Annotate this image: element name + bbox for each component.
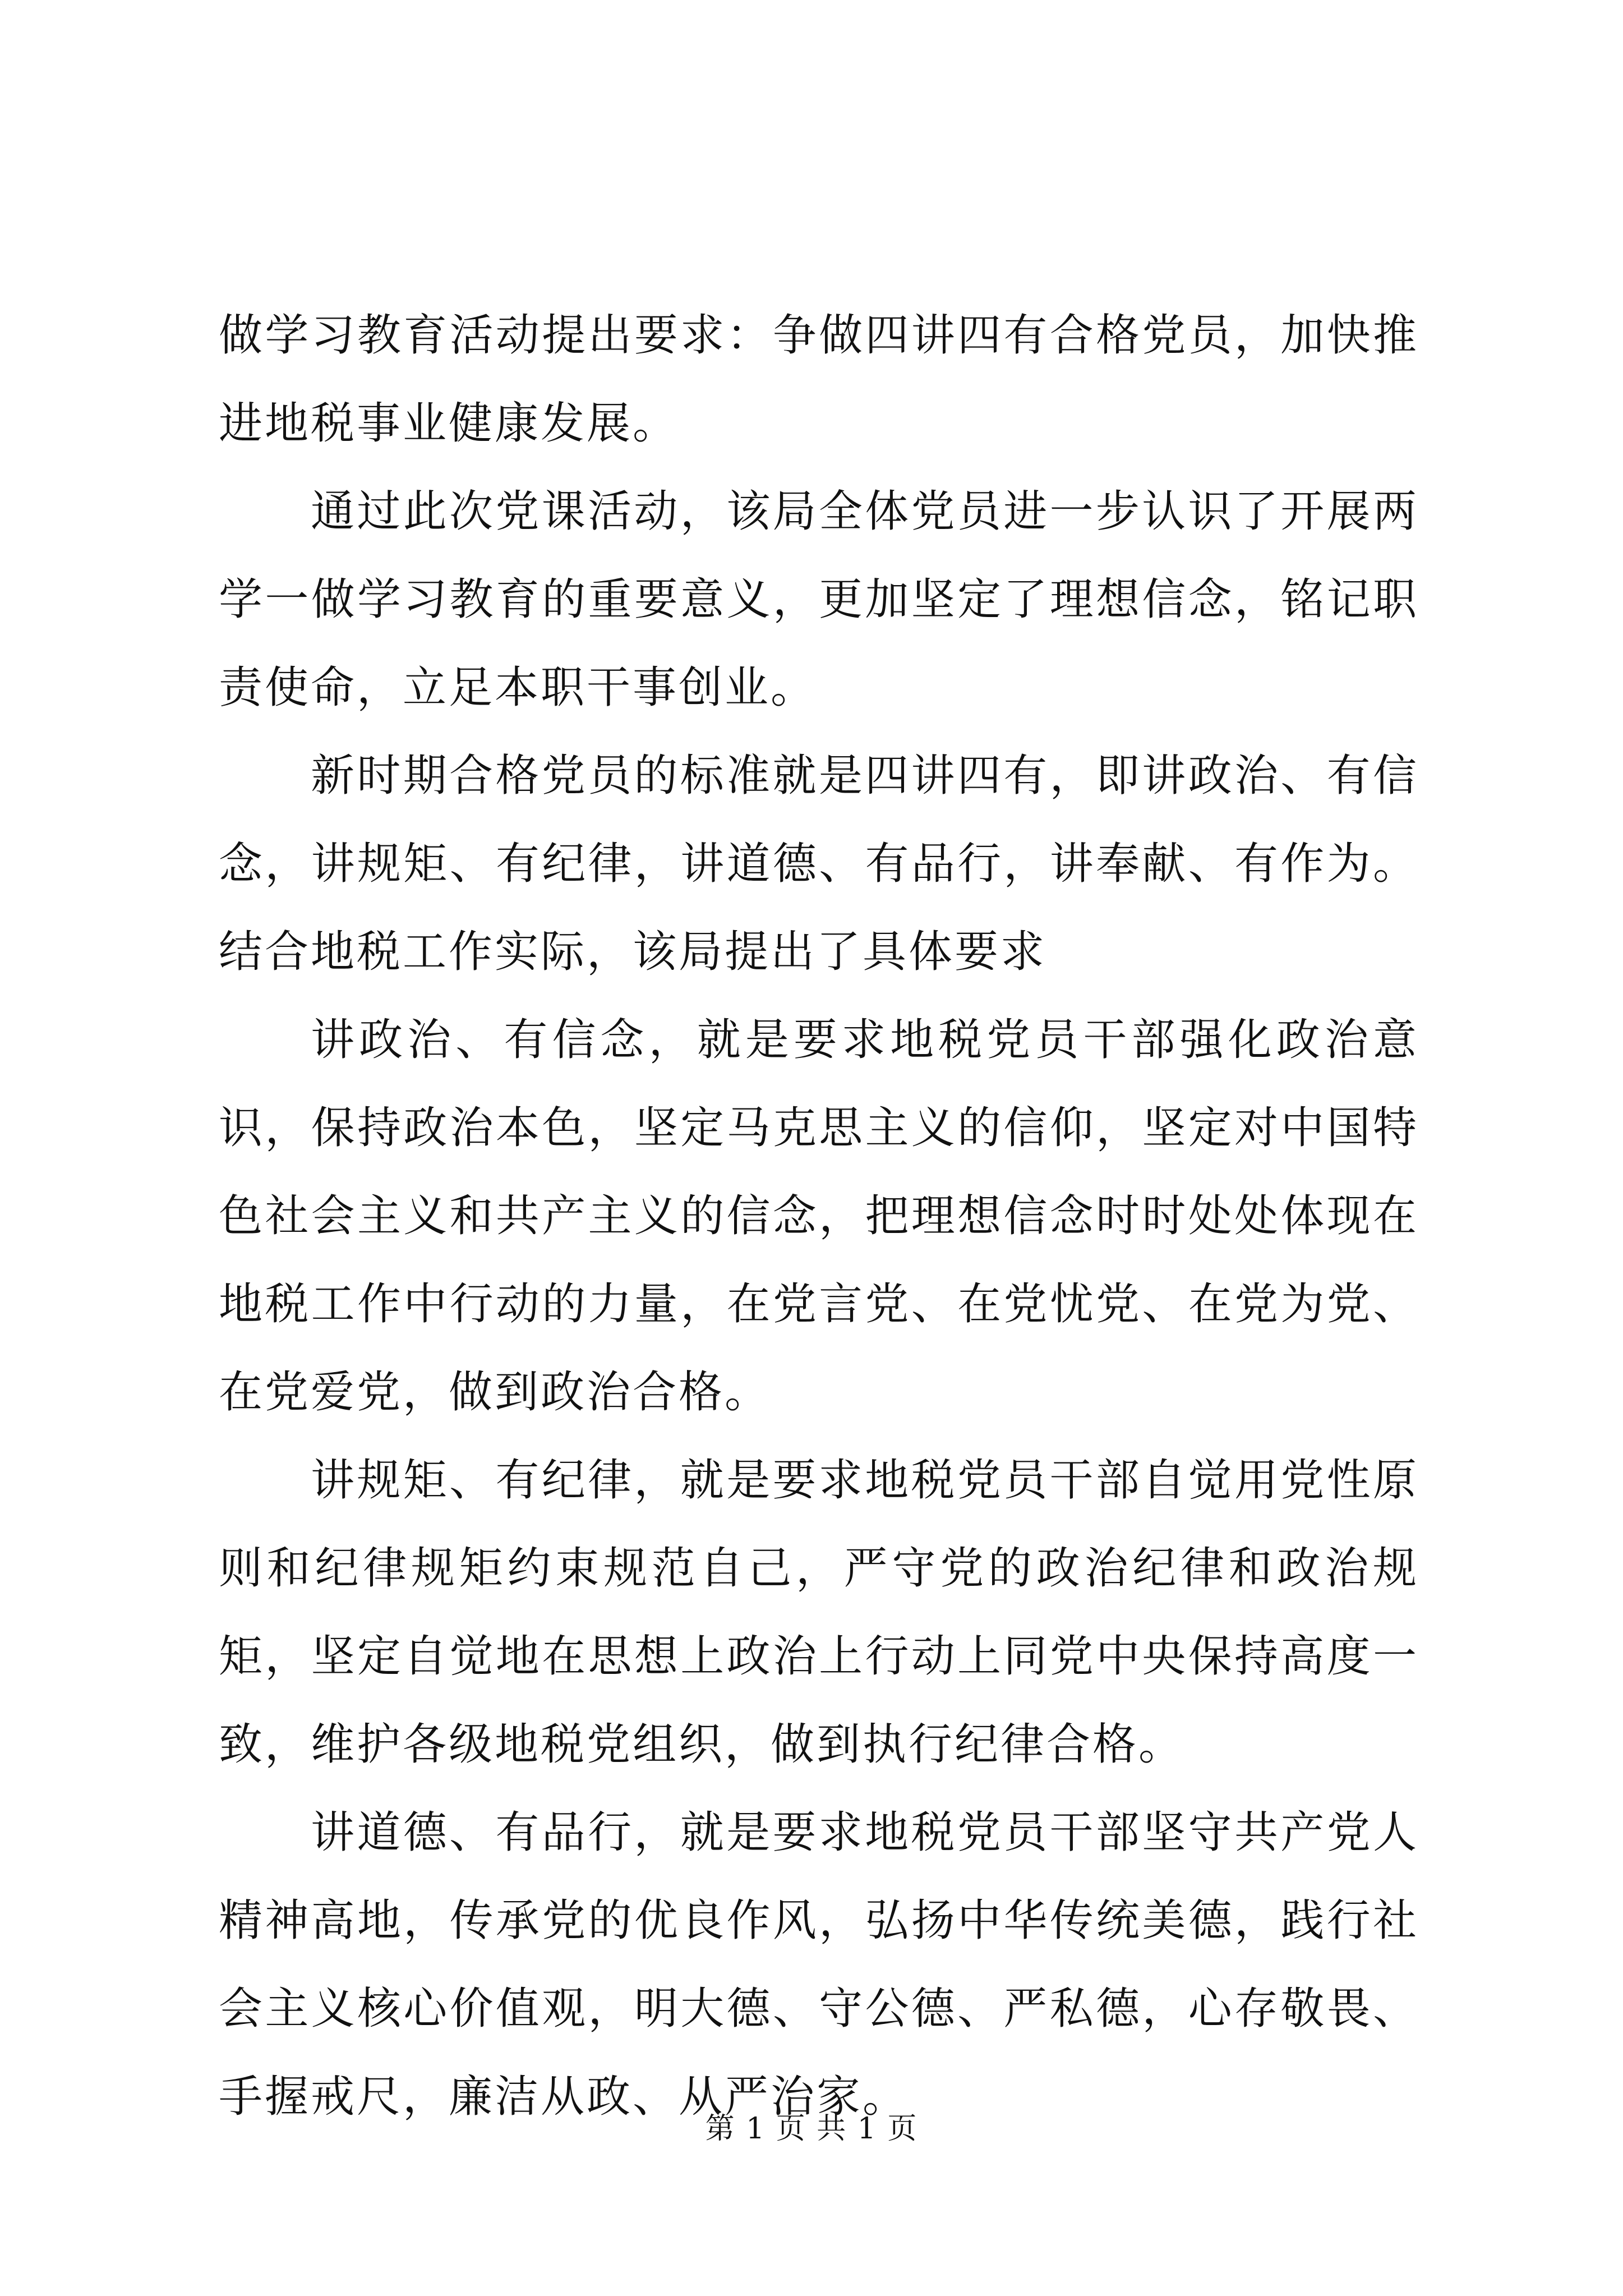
document-body (219, 292, 1419, 2141)
paragraph-3: 新时期合格党员的标准就是四讲四有，即讲政治、有信念，讲规矩、有纪律，讲道德、有品行，讲奉献、有作为。结合地税工作实际，该局提出了具体要求 (219, 751, 1419, 977)
page-footer: 第 1 页 共 1 页 (705, 2112, 918, 2146)
paragraph-4: 讲政治、有信念，就是要求地税党员干部强化政治意识，保持政治本色，坚定马克思主义的信仰，坚定对中国特色社会主义和共产主义的信念，把理想信念时时处处体现在地税工作中行动的力量，在党言党、在党忧党、在党为党、在党爱党，做到政治合格。 (219, 1015, 1419, 1418)
paragraph-2: 通过此次党课活动，该局全体党员进一步认识了开展两学一做学习教育的重要意义，更加坚定了理想信念，铭记职责使命，立足本职干事创业。 (219, 486, 1419, 713)
paragraph-1: 做学习教育活动提出要求：争做四讲四有合格党员，加快推进地税事业健康发展。 (219, 310, 1419, 449)
paragraph-6: 讲道德、有品行，就是要求地税党员干部坚守共产党人精神高地，传承党的优良作风，弘扬中华传统美德，践行社会主义核心价值观，明大德、守公德、严私德，心存敬畏、手握戒尺，廉洁从政、从严治家。 (219, 1807, 1419, 2122)
paragraph-5: 讲规矩、有纪律，就是要求地税党员干部自觉用党性原则和纪律规矩约束规范自己，严守党的政治纪律和政治规矩，坚定自觉地在思想上政治上行动上同党中央保持高度一致，维护各级地税党组织，做到执行纪律合格。 (219, 1455, 1419, 1770)
